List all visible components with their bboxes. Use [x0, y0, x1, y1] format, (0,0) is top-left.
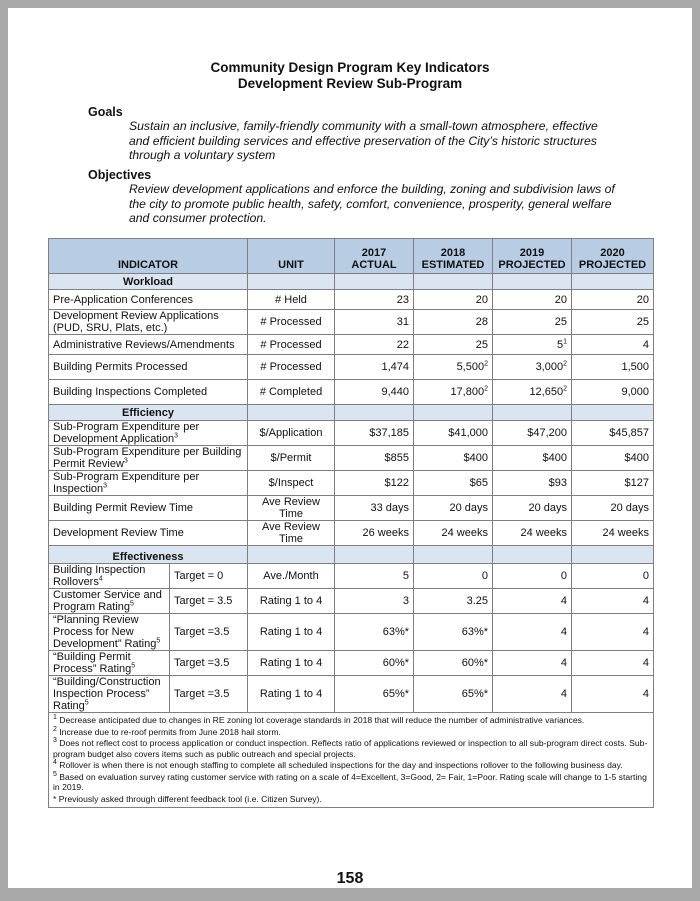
col-header-2020: 2020 PROJECTED: [572, 239, 654, 274]
table-row: “Building Permit Process” Rating$^5$ Target =3.5 Rating 1 to 4 60%* 60%* 4 4: [49, 651, 654, 676]
table-row: Building Permits Processed # Processed 1,474 5,500$^2$ 3,000$^2$ 1,500: [49, 355, 654, 380]
objectives-heading: Objectives: [88, 168, 152, 182]
footnote-2: $^2$ Increase due to re-roof permits from June 2018 hail storm.: [53, 725, 281, 737]
document-page: [8, 8, 692, 888]
table-row: Pre-Application Conferences # Held 23 20 20 20: [49, 290, 654, 310]
footnote-5: $^5$ Based on evaluation survey rating customer service with rating on a scale of 4=Excellent, 3=Good, 2= Fair, 1=Poor. Rating scale will change to 1-5 starting in 2019.: [53, 770, 647, 792]
table-row: Customer Service and Program Rating$^5$ Target = 3.5 Rating 1 to 4 3 3.25 4 4: [49, 589, 654, 614]
table-row: Development Review Applications (PUD, SRU, Plats, etc.) # Processed 31 28 25 25: [49, 310, 654, 335]
page-number: 158: [336, 870, 364, 887]
table-row: Building Inspections Completed # Completed 9,440 17,800$^2$ 12,650$^2$ 9,000: [49, 380, 654, 405]
col-header-unit: UNIT: [248, 239, 335, 274]
table-row: “Planning Review Process for New Development” Rating$^5$ Target =3.5 Rating 1 to 4 63%* 63%* 4 4: [49, 614, 654, 651]
section-row-workload: Workload: [49, 274, 654, 290]
footnote-asterisk: * Previously asked through different feedback tool (i.e. Citizen Survey).: [53, 793, 322, 804]
section-row-effectiveness: Effectiveness: [49, 546, 654, 564]
title-line-1: Community Design Program Key Indicators: [210, 60, 490, 75]
goals-heading: Goals: [88, 105, 123, 119]
title-line-2: Development Review Sub-Program: [237, 76, 463, 91]
table-row: “Building/Construction Inspection Process” Rating$^5$ Target =3.5 Rating 1 to 4 65%* 65%* 4 4: [49, 676, 654, 713]
footnote-4: $^4$ Rollover is when there is not enough staffing to complete all scheduled inspections for the day and inspections rollover to the following business day.: [53, 759, 623, 770]
col-header-2017: 2017 ACTUAL: [335, 239, 414, 274]
col-header-2019: 2019 PROJECTED: [493, 239, 572, 274]
page-title: [8, 60, 692, 92]
col-header-indicator: INDICATOR: [49, 239, 248, 274]
table-row: Development Review Time Ave Review Time 26 weeks 24 weeks 24 weeks 24 weeks: [49, 521, 654, 546]
table-row: Administrative Reviews/Amendments # Processed 22 25 $5^1$ 4: [49, 335, 654, 355]
table-row: Sub-Program Expenditure per Inspection$^3$ $/Inspect $122 $65 $93 $127: [49, 471, 654, 496]
col-header-2018: 2018 ESTIMATED: [414, 239, 493, 274]
table-row: Building Permit Review Time Ave Review Time 33 days 20 days 20 days 20 days: [49, 496, 654, 521]
footnotes-row: [49, 713, 654, 808]
table-row: Building Inspection Rollovers$^4$ Target = 0 Ave./Month 5 0 0 0: [49, 564, 654, 589]
footnote-3: $^3$ Does not reflect cost to process application or conduct inspection. Reflects ratio of applications reviewed or inspection to all sub-program direct costs. Sub-program budget also covers items such as public outreach and special projects.: [53, 737, 648, 759]
table-row: Sub-Program Expenditure per Development Application$^3$ $/Application $37,185 $41,000 $47,200 $45,857: [49, 421, 654, 446]
footnotes: [49, 713, 654, 808]
section-row-efficiency: Efficiency: [49, 405, 654, 421]
footnote-1: $^1$ Decrease anticipated due to changes in RE zoning lot coverage standards in 2018 that will reduce the number of administrative variances.: [53, 714, 585, 725]
table-header-row: [49, 239, 654, 274]
objectives-text: Review development applications and enforce the building, zoning and subdivision laws of the city to promote public health, safety, comfort, convenience, prosperity, general welfare and consumer protection.: [129, 182, 615, 225]
goals-text: Sustain an inclusive, family-friendly community with a small-town atmosphere, effective and efficient building services and effective preservation of the City’s historic structures through a voluntary system: [129, 119, 598, 162]
key-indicators-table: [48, 238, 654, 808]
table-row: Sub-Program Expenditure per Building Permit Review$^3$ $/Permit $855 $400 $400 $400: [49, 446, 654, 471]
